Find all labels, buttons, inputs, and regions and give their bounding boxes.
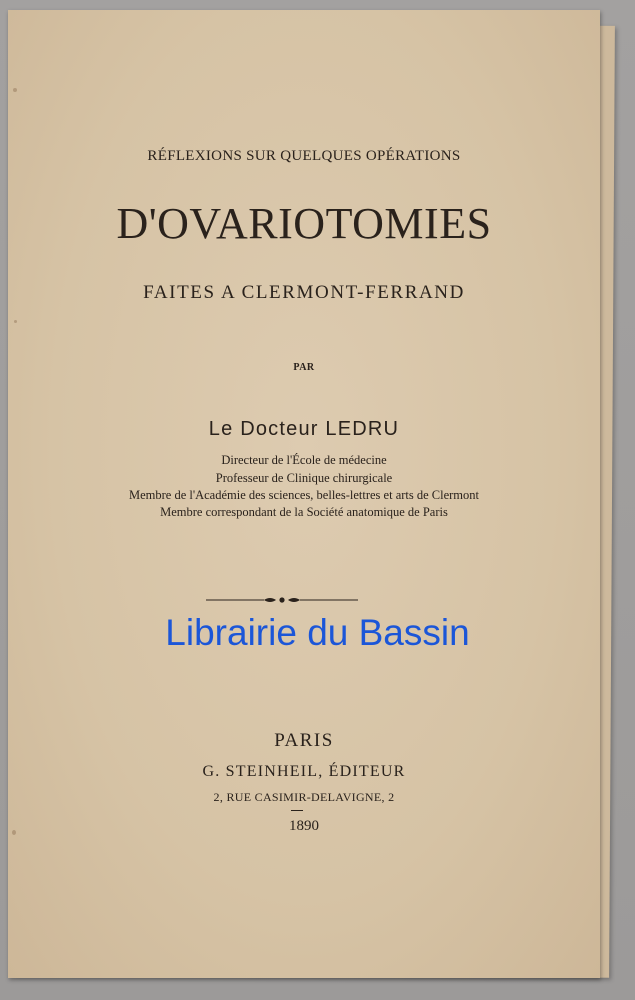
ornament-divider [206,596,358,604]
paper-spot [13,88,17,92]
document-subtitle: RÉFLEXIONS SUR QUELQUES OPÉRATIONS [147,148,461,164]
author-credential: Directeur de l'École de médecine [221,453,387,467]
title-page [8,10,600,978]
by-label: PAR [293,362,315,373]
dash-divider [291,810,303,811]
author-name: Le Docteur LEDRU [208,418,400,440]
author-credential: Membre correspondant de la Société anatomique de Paris [160,505,448,519]
document-title: D'OVARIOTOMIES [116,199,492,248]
publisher-address: 2, RUE CASIMIR-DELAVIGNE, 2 [213,790,395,804]
paper-spot [14,320,17,323]
publication-city: PARIS [274,730,334,751]
watermark-text: Librairie du Bassin [165,612,470,653]
document-subtitle-location: FAITES A CLERMONT-FERRAND [143,282,465,303]
author-credential: Membre de l'Académie des sciences, belles-lettres et arts de Clermont [128,488,480,502]
publication-year: 1890 [289,818,319,834]
author-credential: Professeur de Clinique chirurgicale [215,471,393,485]
publisher-name: G. STEINHEIL, ÉDITEUR [202,763,406,780]
